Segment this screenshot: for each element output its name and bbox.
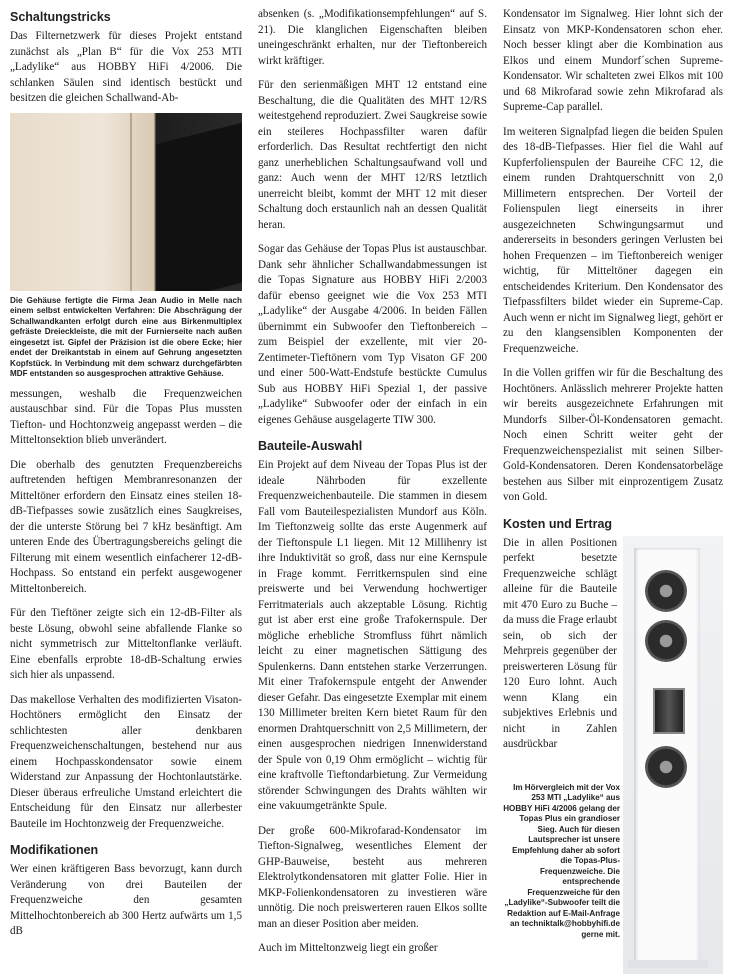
photo-caption: Die Gehäuse fertigte die Firma Jean Audio in Melle nach einem selbst entwickelten Verfahren: Die Abschrägung der Schallwandkanten erfolgt durch eine aus Birkenmultiplex gefräste Dreieckleiste, die mit der Furnierseite nach außen eingesetzt ist. Gipfel der Präzision ist die obere Ecke; hier endet der Dreikantstab in einem auf Gehrung angesetzten Kopfstück. In Verbindung mit dem schwarz durchgefärbten MDF entstanden so ausgesprochen attraktive Gehäuse. xyxy=(10,295,242,378)
cabinet-corner-photo xyxy=(10,113,242,291)
paragraph: Für den serienmäßigen MHT 12 entstand eine Beschaltung, die die Qualitäten des MHT 12/RS weitestgehend reproduziert. Zwei Saugkreise sowie ein steileres Hochpassfilter waren dafür erforderlich. Das Resultat rechtfertigt den nicht ganz unerheblichen Schaltungsaufwand voll und ganz: Auch wenn der MHT 12/RS letztlich unerreicht bleibt, kommt der MHT 12 mit dieser Schaltung doch erstaunlich nah an dessen Qualität heran. xyxy=(258,79,487,231)
paragraph: Das makellose Verhalten des modifizierten Visaton-Hochtöners ermöglicht den Einsatz der schlichtesten aller denkbaren Frequenzweichenschaltungen, bestehend nur aus einem Hochpasskondensator sowie einem Widerstand zur Anpassung der Hochtonlautstärke. Dieser überaus erfreuliche Umstand erleichtert die Entscheidung für den Einsatz nur allerbester Bauteile im Hochtonzweig der Frequenzweiche. xyxy=(10,693,242,830)
paragraph: Für den Tieftöner zeigte sich ein 12-dB-Filter als beste Lösung, obwohl seine abfallende Flanke so nicht symmetrisch zur Mitteltonflanke verläuft. Eine ebenfalls erprobte 18-dB-Schaltung erwies sich hier als unpassend. xyxy=(10,607,242,681)
paragraph: Der große 600-Mikrofarad-Kondensator im Tiefton-Signalweg, wesentliches Element der GHP-Bauweise, besteht aus mehreren Elektrolytkondensatoren mit glatter Folie. Hier in MKP-Folienkondensatoren zu investieren wäre unnötig. Die noch preiswerteren rauen Elkos sollte man an dieser Position aber meiden. xyxy=(258,824,487,930)
paragraph: Die oberhalb des genutzten Frequenzbereichs auftretenden heftigen Membranresonanzen der Mitteltöner erfordern den Einsatz eines steilen 18-dB-Tiefpasses sowie zusätzlich eines Saugkreises, der die unterste Störung bei 7 kHz besänftigt. Am unteren Ende des Übertragungsbereichs gelingt die Filterung mit einem wesentlich einfacherer 12-dB-Hochpass. So entstand ein perfekt ausgewogener Mitteltonbereich. xyxy=(10,458,242,595)
paragraph: In die Vollen griffen wir für die Beschaltung des Hochtöners. Anlässlich mehrerer Projekte hatten wir bereits ausgezeichnete Erfahrungen mit Mundorfs Silber-Öl-Kondensatoren gemacht. Noch einen Schritt weiter geht der Frequenzweichenspezialist mit seinen Silber-Gold-Kondensatoren. Deren Kondensatorbeläge bestehen aus Silber mit einprozentigem Zusatz von Gold. xyxy=(503,367,723,503)
paragraph: Das Filternetzwerk für dieses Projekt entstand zunächst als „Plan B“ für die Vox 253 MTI „Ladylike“ aus HOBBY HiFi 4/2006. Die schlanken Säulen sind identisch bestückt und besitzen die gleichen Schallwand-Ab- xyxy=(10,30,242,104)
midrange-driver-top xyxy=(645,570,687,612)
column-1 xyxy=(10,0,242,940)
speaker-tower xyxy=(634,548,700,968)
column-3 xyxy=(503,0,723,974)
paragraph: Ein Projekt auf dem Niveau der Topas Plus ist der ideale Nährboden für exzellente Frequenzweichenbauteile. Die stammen in diesem Fall vom Bauteilespezialisten Mundorf aus Köln. Im Tieftonzweig sollte das erste Augenmerk auf der Tieftonspule L1 liegen. Mit 12 Millihenry ist ihre Induktivität so groß, dass nur eine Kernspule in Frage kommt. Ferritkernspulen sind eine preiswerte und bei Verwendung hochwertiger Ferritmaterials auch akzeptable Lösung. Richtig gut ist aber erst eine große Trafokernspule. Der mögliche erhebliche Stromfluss führt nämlich leicht zu einer magnetischen Sättigung des Spulenkerns. Dann entstehen starke Verzerrungen. Mit einer Trafokernspule entgeht der Anwender dieser Gefahr. Das eingesetzte Exemplar mit einem 130 Millimeter breiten Kern bietet Raum für den enormen Drahtquerschnitt von 2,5 Millimetern, der einen ausgesprochen niedrigen Innenwiderstand der Spule von 0,19 Ohm ermöglicht – wichtig für eine kraftvolle Tieftondarbietung. Zur Vermeidung störender Schwingungen des Drahts wählten wir eine vakuumgetränkte Spule. xyxy=(258,459,487,812)
midrange-driver-upper xyxy=(645,620,687,662)
heading-modifikationen: Modifikationen xyxy=(10,843,99,857)
paragraph: absenken (s. „Modifikationsempfehlungen“ auf S. 21). Die klanglichen Eigenschaften bleiben uneingeschränkt erhalten, nur der Tieftonbereich wirkt kräftiger. xyxy=(258,8,487,67)
heading-schaltungstricks: Schaltungstricks xyxy=(10,10,111,24)
speaker-photo xyxy=(623,536,723,974)
heading-bauteile-auswahl: Bauteile-Auswahl xyxy=(258,439,363,453)
paragraph: Kondensator im Signalweg. Hier lohnt sich der Einsatz von MKP-Kondensatoren schon eher. Noch besser klingt aber die Kombination aus Elkos und einem Mundorf´schen Supreme-Kondensator. Wir schalteten zwei Elkos mit 100 und 68 Mikrofarad sowie zehn Mikrofarad als Supreme-Cap parallel. xyxy=(503,8,723,113)
black-baffle xyxy=(156,121,242,290)
tweeter xyxy=(653,688,685,734)
paragraph: Im weiteren Signalpfad liegen die beiden Spulen des 18-dB-Tiefpasses. Hier fiel die Wahl auf Kupferfolienspulen der Baureihe CFC 12, die einem runden Drahtquerschnitt von 2,0 Millimetern entsprechen. Der Vorteil der Folienspulen liegt einerseits in ihrer ausgezeichneten Schwingungsarmut und andererseits in besonders geringen Verlusten bei hohen Frequenzen – im Tieftonbereich weniger wichtig, für Mitteltöner dagegen ein entscheidendes Kriterium. Den Kondensator des Tiefpassfilters bildet wieder ein Supreme-Cap. Auch wenn er nicht im Signalweg liegt, gehört er zu den klangsensiblen Komponenten der Frequenzweiche. xyxy=(503,125,723,355)
paragraph: Auch im Mitteltonzweig liegt ein großer xyxy=(258,942,438,954)
paragraph: Wer einen kräftigeren Bass bevorzugt, kann durch Veränderung von drei Bauteilen der Frequenzweiche den gesamten Mittelhochtonbereich ab 300 Hertz aufwärts um 1,5 dB xyxy=(10,863,242,937)
paragraph: Die in allen Positionen perfekt besetzte Frequenzweiche schlägt alleine für die Bauteile mit 470 Euro zu Buche – da muss die Frage erlaubt sein, ob sich der Mehrpreis gegenüber der preiswerteren Lösung für 120 Euro lohnt. Auch wenn Klang ein subjektives Erlebnis und nicht in Zahlen ausdrückbar xyxy=(503,536,617,750)
paragraph: messungen, weshalb die Frequenzweichen austauschbar sind. Für die Topas Plus mussten Tiefton- und Hochtonzweig angepasst werden – die Mitteltonsektion blieb unverändert. xyxy=(10,387,242,446)
heading-kosten-und-ertrag: Kosten und Ertrag xyxy=(503,516,613,531)
paragraph: Sogar das Gehäuse der Topas Plus ist austauschbar. Dank sehr ähnlicher Schallwandabmessungen ist die Topas Signature aus HOBBY HiFi 2/2003 dafür ebenso geeignet wie die Vox 253 MTI „Ladylike“ der Ausgabe 4/2006. In beiden Fällen übernimmt ein Subwoofer den Tieftonbereich – zum Beispiel der exzellente, mit vier 20-Zentimeter-Tieftönern vom Typ Visaton GF 200 und einer 500-Watt-Endstufe bestückte Cumulus Sub aus HOBBY HiFi Spezial 1, der passive „Ladylike“ Subwoofer oder der einfach in ein eigenes Gehäuse ausgelagerte TIW 300. xyxy=(258,243,487,426)
column-2 xyxy=(258,0,487,957)
photo-caption: Im Hörvergleich mit der Vox 253 MTI „Ladylike“ aus HOBBY HiFi 4/2006 gelang der Topas Plus ein grandioser Sieg. Auch für diesen Lautsprecher ist unsere Empfehlung daher ab sofort die Topas-Plus-Frequenzweiche. Die entsprechende Frequenzweiche für den „Ladylike“-Subwoofer teilt die Redaktion auf E-Mail-Anfrage an techniktalk@hobbyhifi.de gerne mit. xyxy=(503,782,620,939)
speaker-base xyxy=(628,960,708,968)
figure-block xyxy=(503,536,723,974)
cabinet-edge xyxy=(130,113,132,291)
woofer xyxy=(645,746,687,788)
